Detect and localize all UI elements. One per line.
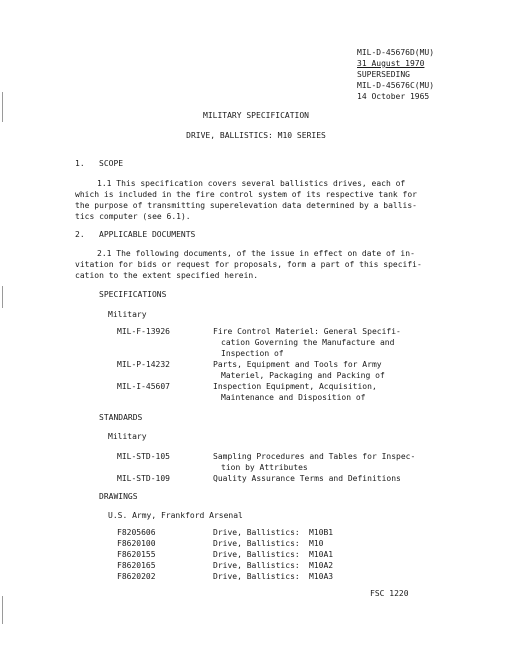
superseded-date: 14 October 1965 [357, 92, 430, 101]
drawing-id: F8620155 [117, 550, 156, 559]
paragraph-line: tics computer (see 6.1). [75, 212, 191, 221]
reference-title: Inspection Equipment, Acquisition, Maintenance and Disposition of [213, 382, 377, 402]
drawing-name: Drive, Ballistics: [213, 572, 300, 581]
reference-id: MIL-STD-109 [117, 474, 170, 483]
specifications-heading: SPECIFICATIONS [99, 290, 167, 299]
drawing-name: Drive, Ballistics: [213, 561, 300, 570]
drawing-name: Drive, Ballistics: [213, 550, 300, 559]
drawing-model: M10A1 [309, 550, 334, 559]
reference-title: Parts, Equipment and Tools for Army Materiel, Packaging and Packing of [213, 360, 385, 380]
standards-subheading: Military [108, 432, 147, 441]
superseded-number: MIL-D-45676C(MU) [357, 81, 435, 90]
drawing-id: F8620100 [117, 539, 156, 548]
spec-number: MIL-D-45676D(MU) [357, 48, 435, 57]
scan-edge-mark [2, 286, 3, 308]
drawing-row [117, 549, 377, 560]
reference-title: Fire Control Materiel: General Specifi- cation Governing the Manufacture and Inspection of [213, 327, 401, 358]
drawings-heading: DRAWINGS [99, 492, 138, 501]
drawing-model: M10B1 [309, 528, 334, 537]
drawing-model: M10 [309, 539, 324, 548]
reference-title: Sampling Procedures and Tables for Inspec- tion by Attributes [213, 452, 416, 472]
section-1-paragraph [75, 178, 443, 222]
paragraph-line: the purpose of transmitting superelevation data determined by a ballis- [75, 201, 417, 210]
drawing-row [117, 560, 377, 571]
reference-id: MIL-P-14232 [117, 360, 170, 369]
standards-heading: STANDARDS [99, 413, 143, 422]
superseding-label: SUPERSEDING [357, 70, 410, 79]
fsc-code: FSC 1220 [370, 589, 409, 598]
reference-id: MIL-STD-105 [117, 452, 170, 461]
scan-edge-mark [2, 596, 3, 624]
document-subject: DRIVE, BALLISTICS: M10 SERIES [186, 131, 326, 140]
paragraph-line: 2.1 The following documents, of the issue in effect on date of in- [97, 249, 415, 258]
section-2-number: 2. [75, 230, 85, 239]
drawing-id: F8205606 [117, 528, 156, 537]
specifications-subheading: Military [108, 310, 147, 319]
reference-title: Quality Assurance Terms and Definitions [213, 474, 401, 483]
section-1-heading: SCOPE [99, 159, 124, 168]
drawing-model: M10A2 [309, 561, 334, 570]
drawing-id: F8620202 [117, 572, 156, 581]
drawing-row [117, 538, 377, 549]
reference-id: MIL-F-13926 [117, 327, 170, 336]
paragraph-line: vitation for bids or request for proposals, form a part of this specifi- [75, 260, 422, 269]
section-1-number: 1. [75, 159, 85, 168]
spec-header [357, 47, 457, 102]
drawings-subheading: U.S. Army, Frankford Arsenal [108, 511, 243, 520]
document-heading: MILITARY SPECIFICATION [203, 111, 309, 120]
drawing-model: M10A3 [309, 572, 334, 581]
drawing-row [117, 527, 377, 538]
section-2-paragraph [75, 248, 443, 281]
reference-id: MIL-I-45607 [117, 382, 170, 391]
paragraph-line: cation to the extent specified herein. [75, 271, 259, 280]
spec-date: 31 August 1970 [357, 59, 425, 68]
paragraph-line: 1.1 This specification covers several ballistics drives, each of [97, 179, 406, 188]
section-2-heading: APPLICABLE DOCUMENTS [99, 230, 196, 239]
drawing-name: Drive, Ballistics: [213, 539, 300, 548]
drawing-name: Drive, Ballistics: [213, 528, 300, 537]
drawing-id: F8620165 [117, 561, 156, 570]
paragraph-line: which is included in the fire control system of its respective tank for [75, 190, 417, 199]
drawing-row [117, 571, 377, 582]
